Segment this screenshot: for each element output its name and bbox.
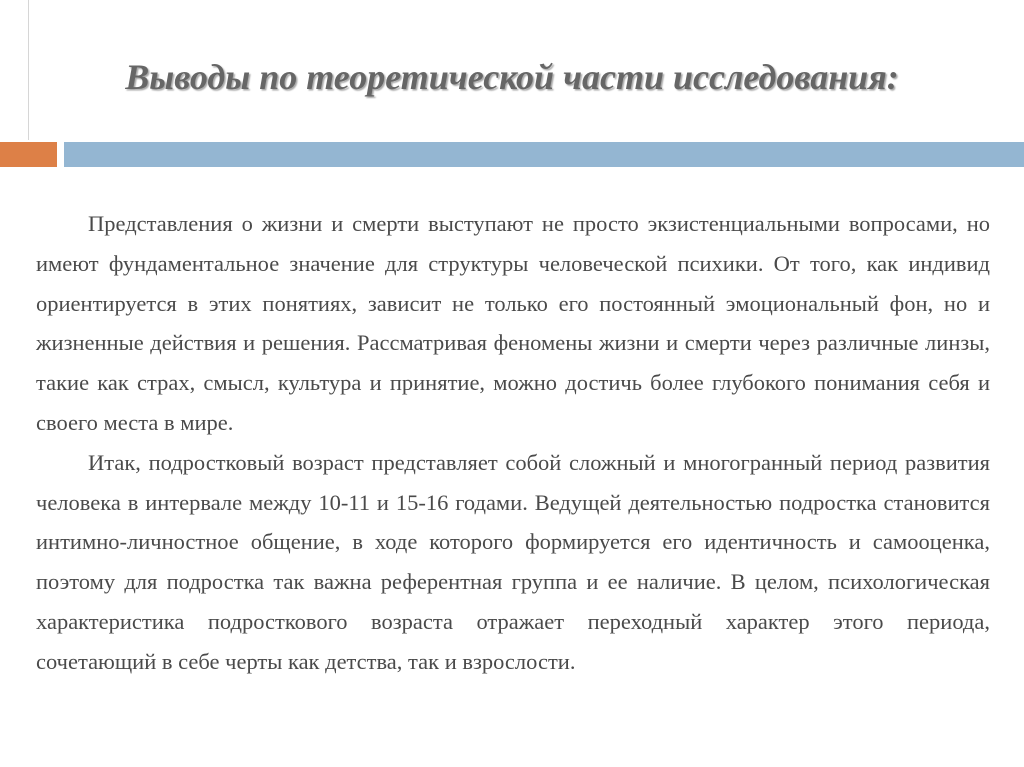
- paragraph-life-death: Представления о жизни и смерти выступают не просто экзистенциальными вопросами, но имеют фундаментальное значение для структуры человеческой психики. От того, как индивид ориентируется в этих понятиях, зависит не только его постоянный эмоциональный фон, но и жизненные действия и решения. Рассматривая феномены жизни и смерти через различные линзы, такие как страх, смысл, культура и принятие, можно достичь более глубокого понимания себя и своего места в мире.: [36, 211, 990, 435]
- accent-bar: [64, 142, 1024, 167]
- slide-title: Выводы по теоретической части исследования:: [125, 57, 899, 97]
- slide-body: [36, 204, 990, 682]
- accent-square: [0, 142, 57, 167]
- paragraph-adolescence: Итак, подростковый возраст представляет собой сложный и многогранный период развития человека в интервале между 10-11 и 15-16 годами. Ведущей деятельностью подростка становится интимно-личностное общение, в ходе которого формируется его идентичность и самооценка, поэтому для подростка так важна референтная группа и ее наличие. В целом, психологическая характеристика подросткового возраста отражает переходный характер этого периода, сочетающий в себе черты как детства, так и взрослости.: [36, 449, 990, 674]
- frame-line: [28, 0, 29, 140]
